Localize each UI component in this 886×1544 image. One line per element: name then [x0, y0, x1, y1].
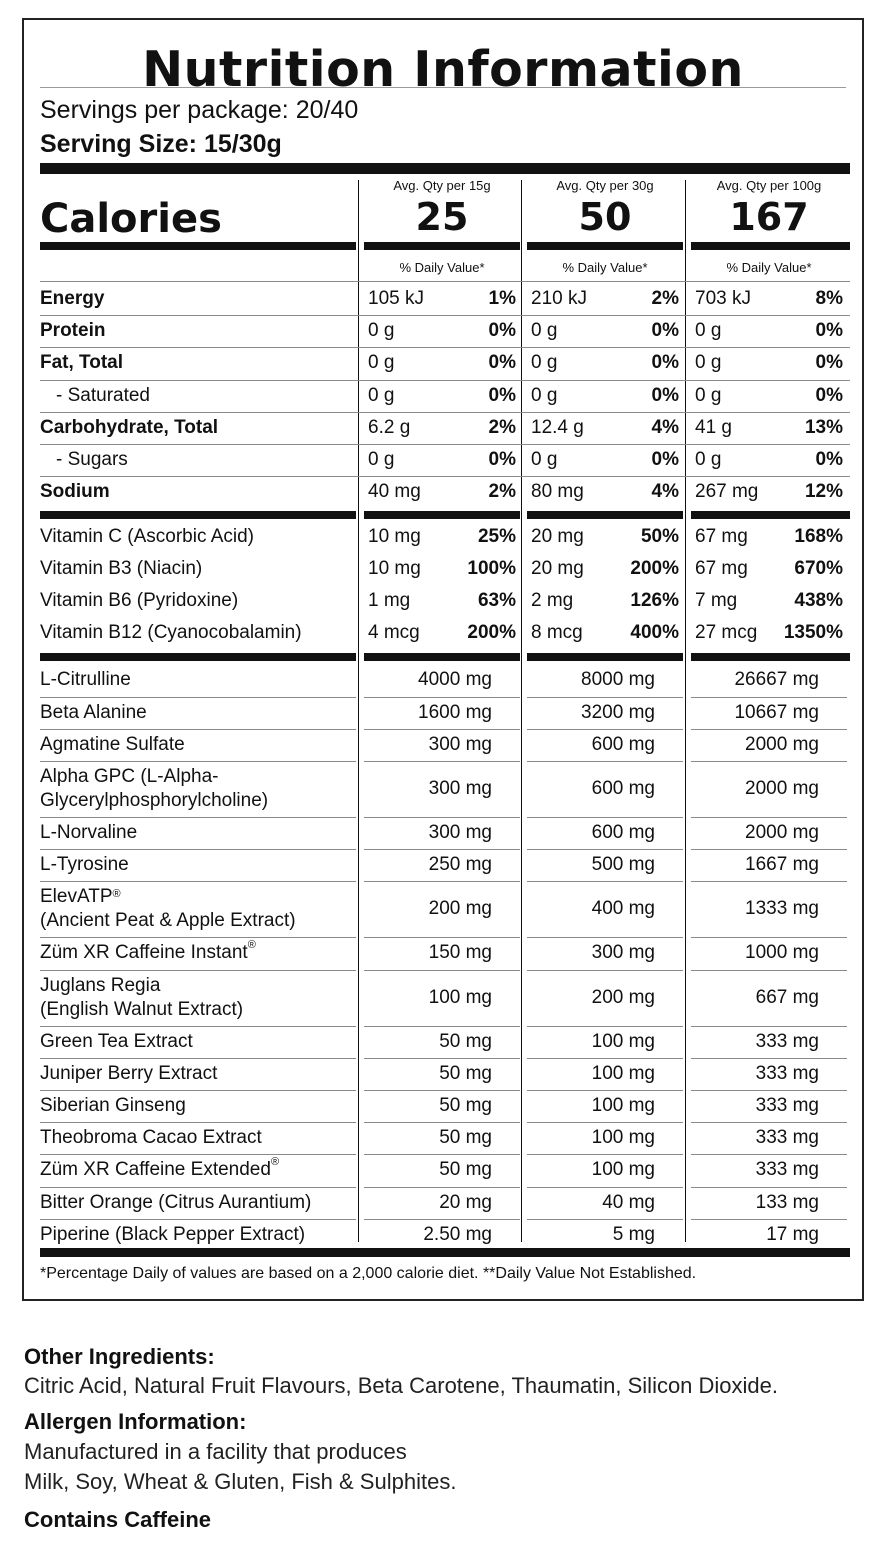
nutrient-amount: 0 g	[695, 320, 722, 342]
ingredient-name-text: Bitter Orange (Citrus Aurantium)	[40, 1191, 312, 1213]
ingredient-name	[40, 1095, 186, 1117]
vitamin-rule-label	[40, 511, 356, 519]
allergen-heading: Allergen Information:	[24, 1409, 247, 1434]
ingredient-name-text: L-Tyrosine	[40, 854, 129, 876]
nutrient-daily-percent: 0%	[488, 352, 516, 374]
ingredient-label	[40, 1154, 279, 1186]
vitamin-amount: 1 mg	[368, 590, 411, 612]
nutrition-panel	[22, 18, 864, 1301]
vitamin-amount: 27 mcg	[695, 622, 758, 644]
ingredient-label	[40, 849, 129, 881]
ingredient-name-text: Theobroma Cacao Extract	[40, 1127, 262, 1149]
ingredient-name	[40, 1031, 193, 1053]
registered-mark: ®	[270, 1156, 280, 1169]
ingredient-name-line	[40, 1156, 280, 1181]
ingredient-amount: 20 mg	[439, 1191, 492, 1213]
ingredient-name-line	[40, 669, 131, 691]
nutrient-label	[40, 347, 123, 379]
nutrient-amount: 41 g	[695, 416, 732, 438]
ingredient-name-line	[40, 974, 243, 998]
calories-value: 167	[729, 195, 809, 239]
ingredient-label	[40, 729, 185, 761]
vitamin-amount: 20 mg	[531, 526, 584, 548]
ingredient-amount: 1600 mg	[418, 701, 492, 723]
ingredient-label	[40, 1090, 186, 1122]
ingredient-amount: 150 mg	[428, 942, 492, 964]
vitamin-amount: 67 mg	[695, 526, 748, 548]
ingredient-amount: 2000 mg	[745, 822, 819, 844]
nutrient-amount: 0 g	[368, 384, 395, 406]
ingredient-label	[40, 937, 256, 969]
ingredient-amount: 8000 mg	[581, 669, 655, 691]
ingredient-name-text: Züm XR Caffeine Extended	[40, 1159, 271, 1181]
nutrient-name: Carbohydrate, Total	[40, 416, 219, 438]
vitamin-daily-percent: 63%	[477, 590, 516, 612]
ingredient-name	[40, 822, 137, 844]
ingredient-amount: 200 mg	[591, 986, 655, 1008]
other-ingredients-heading: Other Ingredients:	[24, 1344, 215, 1369]
registered-mark: ®	[112, 888, 121, 901]
vitamin-amount: 10 mg	[368, 526, 421, 548]
ingredient-name-text: L-Norvaline	[40, 822, 138, 844]
nutrient-label	[40, 380, 150, 412]
other-ingredients-text: Citric Acid, Natural Fruit Flavours, Beta Carotene, Thaumatin, Silicon Dioxide.	[24, 1373, 779, 1398]
ingredient-name	[40, 885, 296, 933]
allergen-line-2: Milk, Soy, Wheat & Gluten, Fish & Sulphites.	[24, 1469, 457, 1494]
ingredient-name	[40, 734, 185, 756]
ingredient-name-line	[40, 998, 243, 1022]
ingredient-name-line	[40, 702, 147, 724]
ingredient-name	[40, 1156, 280, 1181]
vitamin-amount: 4 mcg	[368, 622, 420, 644]
nutrient-amount: 6.2 g	[368, 416, 411, 438]
ingredient-name	[40, 702, 147, 724]
ingredient-name-text: Juniper Berry Extract	[40, 1062, 218, 1084]
vitamin-daily-percent: 670%	[794, 558, 843, 580]
serving-size: Serving Size: 15/30g	[40, 130, 282, 158]
ingredient-name-line	[40, 734, 185, 756]
nutrient-daily-percent: 2%	[488, 416, 516, 438]
nutrient-daily-percent: 0%	[488, 449, 516, 471]
ingredient-amount: 2000 mg	[745, 778, 819, 799]
ingredient-name-line	[40, 939, 256, 964]
ingredient-name-text: Glycerylphosphorylcholine)	[40, 790, 269, 811]
vitamin-daily-percent: 200%	[467, 622, 516, 644]
ingredient-amount: 600 mg	[591, 778, 655, 799]
vitamin-amount: 10 mg	[368, 558, 421, 580]
nutrient-amount: 0 g	[695, 384, 722, 406]
nutrient-name: Sodium	[40, 481, 110, 503]
nutrient-daily-percent: 2%	[651, 288, 679, 310]
ingredient-rule-label	[40, 653, 356, 661]
nutrient-amount: 0 g	[531, 320, 558, 342]
ingredient-amount: 10667 mg	[734, 701, 819, 723]
ingredient-amount: 600 mg	[591, 733, 655, 755]
ingredient-label	[40, 817, 137, 849]
nutrient-amount: 0 g	[531, 384, 558, 406]
ingredient-name-line	[40, 854, 129, 876]
ingredient-amount: 300 mg	[428, 778, 492, 799]
nutrient-daily-percent: 13%	[804, 416, 843, 438]
nutrient-amount: 40 mg	[368, 481, 421, 503]
ingredient-amount: 50 mg	[439, 1095, 492, 1117]
ingredient-amount: 26667 mg	[734, 669, 819, 691]
nutrient-amount: 0 g	[531, 449, 558, 471]
nutrient-name: - Sugars	[56, 449, 128, 471]
ingredient-rule-col-3	[691, 653, 850, 661]
vitamin-label: Vitamin B12 (Cyanocobalamin)	[40, 622, 302, 644]
ingredient-amount: 300 mg	[428, 733, 492, 755]
ingredient-name-line	[40, 822, 137, 844]
ingredient-amount: 333 mg	[755, 1030, 819, 1052]
nutrient-amount: 0 g	[695, 352, 722, 374]
ingredient-name	[40, 1192, 311, 1214]
ingredient-rule-col-1	[364, 653, 520, 661]
calories-rule-label	[40, 242, 356, 250]
nutrient-daily-percent: 0%	[651, 320, 679, 342]
nutrient-label	[40, 444, 128, 476]
ingredient-amount: 250 mg	[428, 854, 492, 876]
column-header-2	[527, 178, 683, 240]
qty-label: Avg. Qty per 30g	[556, 178, 654, 193]
ingredient-amount: 333 mg	[755, 1062, 819, 1084]
calories-rule-col-1	[364, 242, 520, 250]
ingredient-name-text: Alpha GPC (L-Alpha-	[40, 766, 219, 787]
nutrient-label	[40, 283, 104, 315]
ingredient-amount: 333 mg	[755, 1159, 819, 1181]
vitamin-daily-percent: 100%	[467, 558, 516, 580]
column-divider	[685, 180, 686, 1242]
column-divider	[358, 180, 359, 1242]
nutrient-amount: 0 g	[368, 352, 395, 374]
nutrient-daily-percent: 0%	[815, 384, 843, 406]
ingredient-name-line	[40, 1192, 311, 1214]
ingredient-amount: 300 mg	[591, 942, 655, 964]
ingredient-label	[40, 970, 360, 1026]
column-header-3	[691, 178, 847, 240]
vitamin-amount: 8 mcg	[531, 622, 583, 644]
calories-value: 25	[415, 195, 469, 239]
ingredient-amount: 50 mg	[439, 1030, 492, 1052]
ingredient-name-text: Züm XR Caffeine Instant	[40, 942, 248, 964]
vitamin-daily-percent: 126%	[630, 590, 679, 612]
nutrient-daily-percent: 0%	[815, 352, 843, 374]
ingredient-amount: 100 mg	[428, 986, 492, 1008]
calories-label: Calories	[40, 196, 222, 242]
nutrient-daily-percent: 0%	[651, 384, 679, 406]
ingredient-name	[40, 765, 268, 813]
ingredient-name	[40, 1063, 217, 1085]
calories-rule-col-2	[527, 242, 683, 250]
ingredient-name	[40, 669, 131, 691]
nutrient-daily-percent: 0%	[651, 352, 679, 374]
nutrient-daily-percent: 0%	[488, 384, 516, 406]
ingredient-amount: 133 mg	[755, 1191, 819, 1213]
nutrient-daily-percent: 1%	[488, 288, 516, 310]
nutrient-daily-percent: 0%	[815, 449, 843, 471]
nutrient-amount: 0 g	[695, 449, 722, 471]
top-thick-rule	[40, 163, 850, 174]
nutrient-name: - Saturated	[56, 384, 150, 406]
ingredient-amount: 1667 mg	[745, 854, 819, 876]
column-divider	[521, 180, 522, 1242]
ingredient-name	[40, 1224, 305, 1246]
ingredient-name-line	[40, 1063, 217, 1085]
ingredient-name-line	[40, 1031, 193, 1053]
ingredient-label	[40, 1026, 193, 1058]
caffeine-note: Contains Caffeine	[24, 1507, 212, 1532]
calories-rule-col-3	[691, 242, 850, 250]
ingredient-name-line	[40, 789, 268, 813]
vitamin-label: Vitamin B3 (Niacin)	[40, 558, 203, 580]
vitamin-daily-percent: 200%	[630, 558, 679, 580]
ingredient-name-text: Beta Alanine	[40, 701, 147, 723]
vitamin-daily-percent: 168%	[794, 526, 843, 548]
nutrient-name: Fat, Total	[40, 352, 124, 374]
ingredient-name	[40, 974, 243, 1022]
allergen-line-1: Manufactured in a facility that produces	[24, 1439, 407, 1464]
nutrient-daily-percent: 2%	[488, 481, 516, 503]
ingredient-amount: 600 mg	[591, 822, 655, 844]
ingredient-rule-col-2	[527, 653, 683, 661]
ingredient-name-line	[40, 1127, 262, 1149]
ingredient-name-text: (English Walnut Extract)	[40, 998, 244, 1020]
ingredient-amount: 500 mg	[591, 854, 655, 876]
nutrient-amount: 703 kJ	[695, 288, 751, 310]
nutrient-daily-percent: 0%	[651, 449, 679, 471]
ingredient-name-line	[40, 765, 268, 789]
vitamin-label: Vitamin B6 (Pyridoxine)	[40, 590, 239, 612]
ingredient-amount: 100 mg	[591, 1127, 655, 1149]
ingredient-label	[40, 697, 147, 729]
ingredient-label	[40, 1187, 311, 1219]
ingredient-amount: 2000 mg	[745, 733, 819, 755]
vitamin-daily-percent: 1350%	[783, 622, 843, 644]
vitamin-amount: 2 mg	[531, 590, 574, 612]
nutrient-label	[40, 412, 218, 444]
ingredient-amount: 333 mg	[755, 1095, 819, 1117]
ingredient-amount: 50 mg	[439, 1062, 492, 1084]
nutrient-amount: 0 g	[531, 352, 558, 374]
nutrient-amount: 12.4 g	[531, 416, 584, 438]
column-header-1	[364, 178, 520, 240]
daily-value-label: % Daily Value*	[726, 260, 812, 275]
ingredient-amount: 100 mg	[591, 1062, 655, 1084]
vitamin-label: Vitamin C (Ascorbic Acid)	[40, 526, 254, 548]
ingredient-amount: 333 mg	[755, 1127, 819, 1149]
panel-title: Nutrition Information	[142, 41, 744, 98]
nutrient-amount: 105 kJ	[368, 288, 424, 310]
nutrient-amount: 80 mg	[531, 481, 584, 503]
ingredient-amount: 1000 mg	[745, 942, 819, 964]
vitamin-daily-percent: 400%	[630, 622, 679, 644]
ingredient-label	[40, 664, 131, 696]
ingredient-amount: 40 mg	[602, 1191, 655, 1213]
daily-value-label: % Daily Value*	[562, 260, 648, 275]
ingredient-label	[40, 1219, 305, 1251]
ingredient-name	[40, 939, 256, 964]
nutrient-daily-percent: 4%	[651, 481, 679, 503]
ingredient-label	[40, 881, 360, 937]
nutrient-daily-percent: 12%	[804, 481, 843, 503]
ingredient-amount: 17 mg	[766, 1223, 819, 1245]
nutrient-amount: 267 mg	[695, 481, 759, 503]
footnote: *Percentage Daily of values are based on a 2,000 calorie diet. **Daily Value Not Established.	[40, 1265, 697, 1282]
vitamin-rule-col-3	[691, 511, 850, 519]
nutrient-daily-percent: 0%	[488, 320, 516, 342]
nutrient-label	[40, 476, 110, 508]
ingredient-name-line	[40, 885, 296, 909]
vitamin-rule-col-2	[527, 511, 683, 519]
ingredient-name-line	[40, 1224, 305, 1246]
ingredient-name	[40, 1127, 262, 1149]
ingredient-amount: 667 mg	[755, 986, 819, 1008]
ingredient-amount: 400 mg	[591, 898, 655, 920]
ingredient-amount: 4000 mg	[418, 669, 492, 691]
vitamin-daily-percent: 438%	[794, 590, 843, 612]
ingredient-name-text: ElevATP	[40, 886, 113, 908]
daily-value-rule	[40, 281, 850, 282]
daily-value-label: % Daily Value*	[399, 260, 485, 275]
ingredient-label	[40, 761, 360, 817]
calories-value: 50	[578, 195, 632, 239]
ingredient-name-text: L-Citrulline	[40, 669, 131, 691]
ingredient-amount: 300 mg	[428, 822, 492, 844]
ingredient-amount: 3200 mg	[581, 701, 655, 723]
nutrient-name: Protein	[40, 320, 106, 342]
ingredient-amount: 50 mg	[439, 1127, 492, 1149]
nutrient-name: Energy	[40, 288, 105, 310]
ingredient-label	[40, 1122, 262, 1154]
ingredient-label	[40, 1058, 217, 1090]
ingredient-amount: 50 mg	[439, 1159, 492, 1181]
ingredient-name-line	[40, 1095, 186, 1117]
ingredient-amount: 100 mg	[591, 1159, 655, 1181]
nutrient-daily-percent: 0%	[815, 320, 843, 342]
ingredient-name-text: Agmatine Sulfate	[40, 733, 185, 755]
ingredient-amount: 100 mg	[591, 1095, 655, 1117]
vitamin-amount: 67 mg	[695, 558, 748, 580]
nutrient-amount: 0 g	[368, 320, 395, 342]
ingredient-amount: 100 mg	[591, 1030, 655, 1052]
nutrient-daily-percent: 8%	[815, 288, 843, 310]
ingredient-name-text: (Ancient Peat & Apple Extract)	[40, 910, 296, 932]
ingredient-name-text: Juglans Regia	[40, 974, 161, 996]
vitamin-amount: 7 mg	[695, 590, 738, 612]
ingredient-name-text: Siberian Ginseng	[40, 1095, 186, 1117]
ingredient-name	[40, 854, 129, 876]
bottom-thick-rule	[40, 1248, 850, 1257]
vitamin-daily-percent: 25%	[477, 526, 516, 548]
nutrient-amount: 210 kJ	[531, 288, 587, 310]
registered-mark: ®	[247, 939, 256, 952]
nutrient-daily-percent: 4%	[651, 416, 679, 438]
ingredient-amount: 1333 mg	[745, 898, 819, 920]
ingredient-name-line	[40, 909, 296, 933]
ingredient-name-text: Green Tea Extract	[40, 1030, 193, 1052]
ingredient-name-text: Piperine (Black Pepper Extract)	[40, 1223, 306, 1245]
ingredient-amount: 200 mg	[428, 898, 492, 920]
ingredient-amount: 2.50 mg	[423, 1223, 492, 1245]
ingredient-amount: 5 mg	[612, 1223, 655, 1245]
servings-per-package: Servings per package: 20/40	[40, 96, 359, 124]
title-divider	[40, 87, 846, 88]
vitamin-rule-col-1	[364, 511, 520, 519]
nutrient-label	[40, 315, 105, 347]
vitamin-amount: 20 mg	[531, 558, 584, 580]
vitamin-daily-percent: 50%	[640, 526, 679, 548]
qty-label: Avg. Qty per 15g	[393, 178, 491, 193]
nutrient-amount: 0 g	[368, 449, 395, 471]
qty-label: Avg. Qty per 100g	[716, 178, 822, 193]
